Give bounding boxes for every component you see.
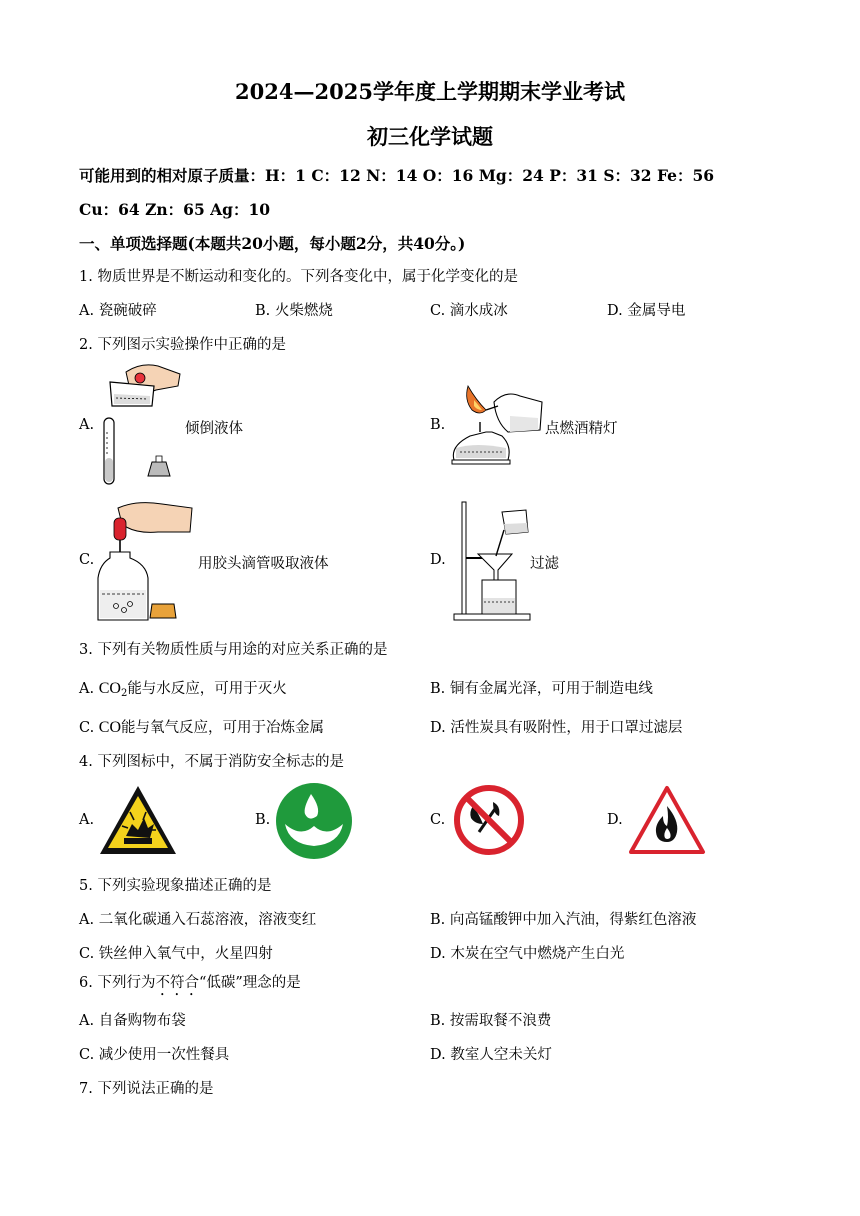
explosive-warning-icon <box>98 784 178 856</box>
question-4-stem: 4. 下列图标中，不属于消防安全标志的是 <box>79 754 344 770</box>
q4-option-c: C. <box>430 812 446 828</box>
q3-option-a-text: 能与水反应，可用于灭火 <box>127 681 287 697</box>
q6-stem-emphasis: 不符合 <box>155 975 199 991</box>
exam-subtitle: 初三化学试题 <box>367 124 493 149</box>
q1-option-c: C. 滴水成冰 <box>430 303 508 319</box>
q4-option-b: B. <box>255 812 271 828</box>
no-open-flame-icon <box>453 784 525 856</box>
q3-option-a-prefix: A. <box>79 681 95 697</box>
atomic-masses-line1: 可能用到的相对原子质量：H：1 C：12 N：14 O：16 Mg：24 P：31 S：32 Fe：56 <box>79 166 715 185</box>
q6-stem-prefix: 6. 下列行为 <box>79 975 156 991</box>
q2-option-b-caption: 点燃酒精灯 <box>545 421 618 437</box>
q4-option-a: A. <box>79 812 95 828</box>
q5-option-a: A. 二氧化碳通入石蕊溶液，溶液变红 <box>79 912 317 928</box>
question-2-stem: 2. 下列图示实验操作中正确的是 <box>79 337 286 353</box>
q5-option-d: D. 木炭在空气中燃烧产生白光 <box>430 946 625 962</box>
q3-option-d: D. 活性炭具有吸附性，用于口罩过滤层 <box>430 720 683 736</box>
q2-option-d-caption: 过滤 <box>530 556 559 572</box>
q3-option-b: B. 铜有金属光泽，可用于制造电线 <box>430 681 653 697</box>
lighting-alcohol-lamp-illustration <box>446 376 548 476</box>
q3-option-c-formula: CO <box>98 719 122 736</box>
exam-title: 2024—2025学年度上学期期末学业考试 <box>235 79 625 104</box>
flammable-warning-icon <box>629 786 705 854</box>
atomic-masses-line2: Cu：64 Zn：65 Ag：10 <box>79 200 271 219</box>
question-6-stem <box>79 971 301 999</box>
q4-option-d: D. <box>607 812 623 828</box>
q2-option-d-letter: D. <box>430 552 446 568</box>
q3-option-a-formula: CO <box>98 680 121 697</box>
q3-option-c-text: 能与氧气反应，可用于冶炼金属 <box>121 720 325 736</box>
filtration-illustration <box>448 498 534 624</box>
q6-option-c: C. 减少使用一次性餐具 <box>79 1047 230 1063</box>
q1-option-b: B. 火柴燃烧 <box>255 303 333 319</box>
section-heading: 一、单项选择题(本题共20小题，每小题2分，共40分。) <box>79 234 466 253</box>
question-7-stem: 7. 下列说法正确的是 <box>79 1081 214 1097</box>
q2-option-c-caption: 用胶头滴管吸取液体 <box>198 556 329 572</box>
q3-option-c-prefix: C. <box>79 720 95 736</box>
q3-option-a <box>79 677 287 699</box>
question-3-stem: 3. 下列有关物质性质与用途的对应关系正确的是 <box>79 642 388 658</box>
dropper-illustration <box>96 498 202 624</box>
q2-option-a-caption: 倾倒液体 <box>185 421 243 437</box>
q5-option-b: B. 向高锰酸钾中加入汽油，得紫红色溶液 <box>430 912 697 928</box>
water-saving-icon <box>275 782 353 860</box>
pouring-liquid-illustration <box>96 360 186 492</box>
q5-option-c: C. 铁丝伸入氧气中，火星四射 <box>79 946 273 962</box>
q3-option-c <box>79 716 324 737</box>
q6-option-a: A. 自备购物布袋 <box>79 1013 186 1029</box>
q6-option-d: D. 教室人空未关灯 <box>430 1047 552 1063</box>
question-1-stem: 1. 物质世界是不断运动和变化的。下列各变化中，属于化学变化的是 <box>79 269 518 285</box>
q2-option-b-letter: B. <box>430 417 446 433</box>
q6-stem-suffix: “低碳”理念的是 <box>198 975 301 991</box>
q1-option-d: D. 金属导电 <box>607 303 686 319</box>
q1-option-a: A. 瓷碗破碎 <box>79 303 157 319</box>
q6-option-b: B. 按需取餐不浪费 <box>430 1013 552 1029</box>
q2-option-c-letter: C. <box>79 552 95 568</box>
question-5-stem: 5. 下列实验现象描述正确的是 <box>79 878 272 894</box>
q3-option-a-subscript: 2 <box>120 688 128 699</box>
q2-option-a-letter: A. <box>79 417 95 433</box>
